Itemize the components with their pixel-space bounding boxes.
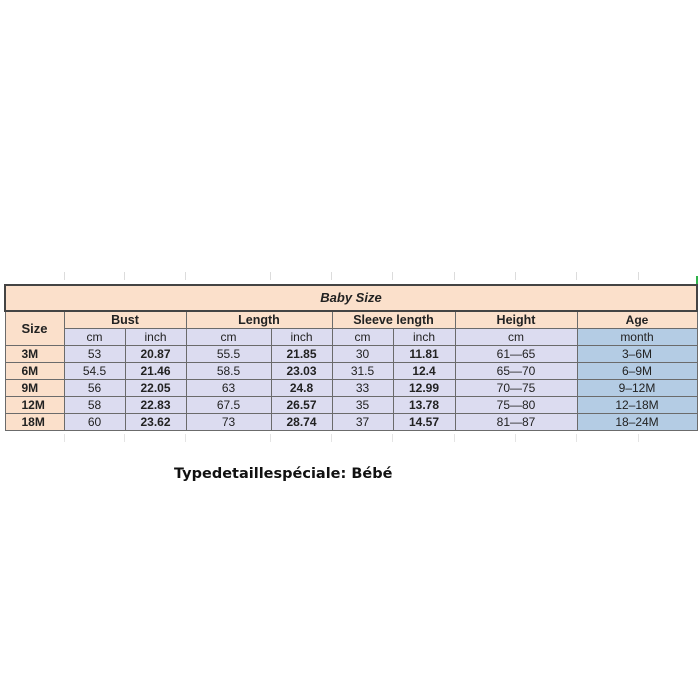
size-label: 6M: [5, 363, 64, 380]
sleeve-inch-cell: 12.4: [393, 363, 455, 380]
sleeve-cm-cell: 30: [332, 346, 393, 363]
table-row: [5, 346, 697, 363]
size-label: 18M: [5, 414, 64, 431]
age-header: Age: [577, 311, 697, 329]
age-cell: 12–18M: [577, 397, 697, 414]
sleeve-inch-cell: 12.99: [393, 380, 455, 397]
bust-cm-cell: 56: [64, 380, 125, 397]
bust-cm-cell: 60: [64, 414, 125, 431]
table-row: [5, 397, 697, 414]
length-inch-cell: 28.74: [271, 414, 332, 431]
unit-bust-inch: inch: [125, 329, 186, 346]
length-inch-cell: 21.85: [271, 346, 332, 363]
sleeve-cm-cell: 33: [332, 380, 393, 397]
age-cell: 9–12M: [577, 380, 697, 397]
age-cell: 6–9M: [577, 363, 697, 380]
cell-cursor-mark: [696, 276, 698, 284]
unit-bust-cm: cm: [64, 329, 125, 346]
length-cm-cell: 73: [186, 414, 271, 431]
bust-cm-cell: 53: [64, 346, 125, 363]
height-cell: 65—70: [455, 363, 577, 380]
table-row: [5, 380, 697, 397]
unit-sleeve-cm: cm: [332, 329, 393, 346]
length-inch-cell: 23.03: [271, 363, 332, 380]
length-inch-cell: 24.8: [271, 380, 332, 397]
height-cell: 70—75: [455, 380, 577, 397]
sleeve-cm-cell: 37: [332, 414, 393, 431]
table-row: [5, 414, 697, 431]
height-cell: 61—65: [455, 346, 577, 363]
sleeve-inch-cell: 11.81: [393, 346, 455, 363]
length-cm-cell: 55.5: [186, 346, 271, 363]
unit-header-row: [5, 329, 697, 346]
length-inch-cell: 26.57: [271, 397, 332, 414]
length-header: Length: [186, 311, 332, 329]
product-type-caption: Typedetaillespéciale: Bébé: [174, 466, 393, 482]
sleeve-length-header: Sleeve length: [332, 311, 455, 329]
bust-inch-cell: 21.46: [125, 363, 186, 380]
age-cell: 3–6M: [577, 346, 697, 363]
sleeve-inch-cell: 14.57: [393, 414, 455, 431]
group-header-row: [5, 311, 697, 329]
size-label: 3M: [5, 346, 64, 363]
bust-inch-cell: 22.83: [125, 397, 186, 414]
bust-cm-cell: 58: [64, 397, 125, 414]
table-title: Baby Size: [5, 285, 697, 311]
baby-size-table: [4, 284, 698, 431]
height-header: Height: [455, 311, 577, 329]
size-label: 12M: [5, 397, 64, 414]
unit-length-inch: inch: [271, 329, 332, 346]
length-cm-cell: 63: [186, 380, 271, 397]
bust-inch-cell: 23.62: [125, 414, 186, 431]
bust-header: Bust: [64, 311, 186, 329]
unit-height-cm: cm: [455, 329, 577, 346]
age-cell: 18–24M: [577, 414, 697, 431]
table-title-row: [5, 285, 697, 311]
unit-length-cm: cm: [186, 329, 271, 346]
bust-inch-cell: 20.87: [125, 346, 186, 363]
height-cell: 81—87: [455, 414, 577, 431]
bust-cm-cell: 54.5: [64, 363, 125, 380]
sleeve-inch-cell: 13.78: [393, 397, 455, 414]
unit-sleeve-inch: inch: [393, 329, 455, 346]
sleeve-cm-cell: 31.5: [332, 363, 393, 380]
size-label: 9M: [5, 380, 64, 397]
bust-inch-cell: 22.05: [125, 380, 186, 397]
length-cm-cell: 58.5: [186, 363, 271, 380]
height-cell: 75—80: [455, 397, 577, 414]
length-cm-cell: 67.5: [186, 397, 271, 414]
unit-age-month: month: [577, 329, 697, 346]
sleeve-cm-cell: 35: [332, 397, 393, 414]
size-column-header: Size: [5, 311, 64, 346]
table-row: [5, 363, 697, 380]
